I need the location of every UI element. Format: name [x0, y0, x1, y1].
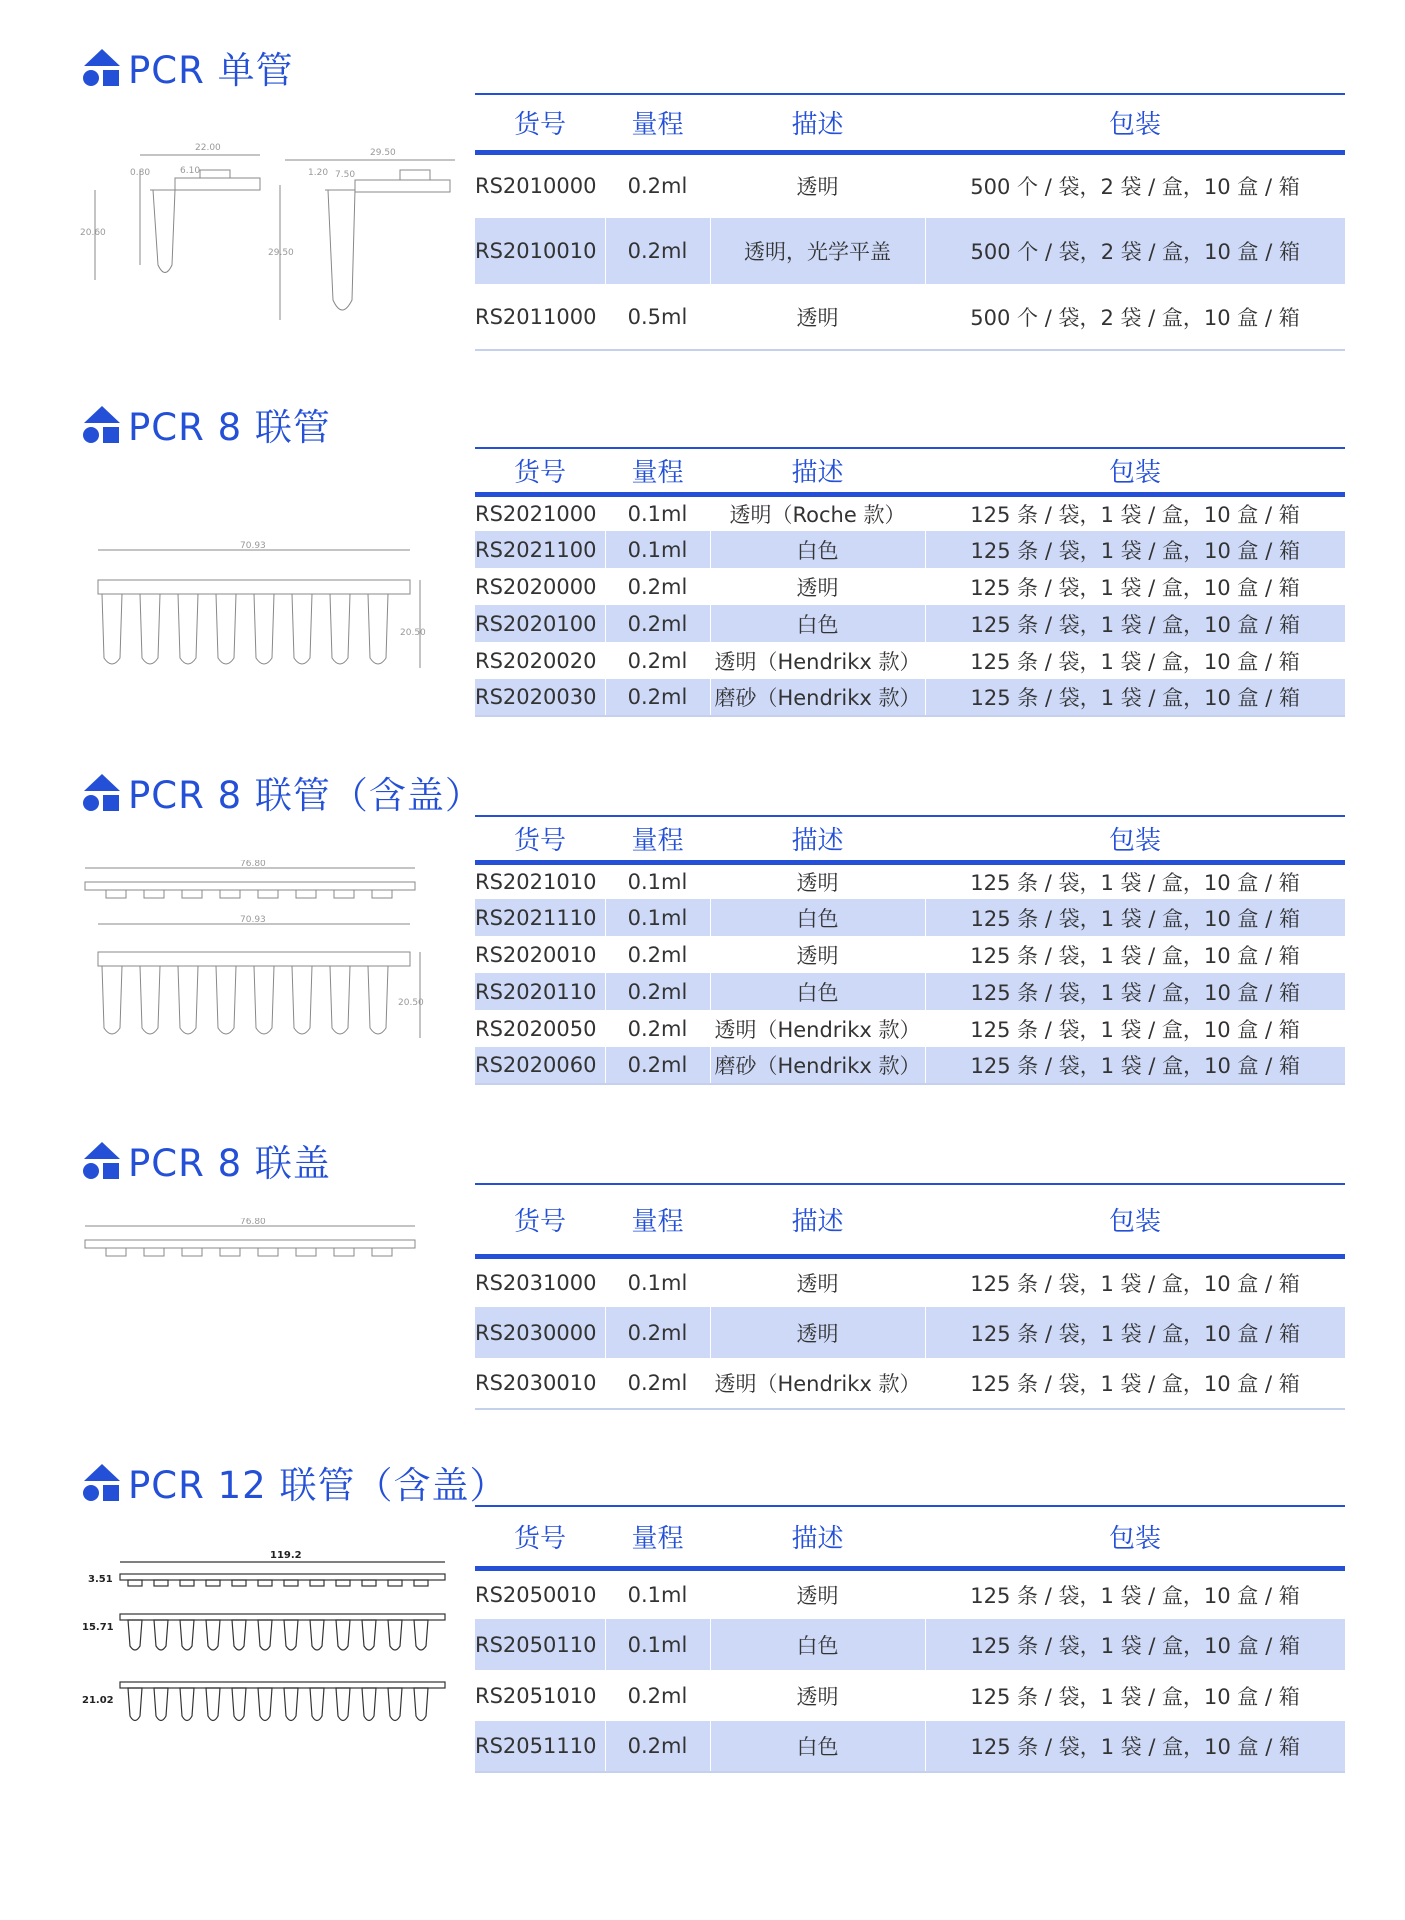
table-row [475, 1047, 1345, 1084]
table-row [475, 1721, 1345, 1772]
section-heading [82, 40, 294, 94]
cell-volume: 0.2ml [605, 1358, 710, 1409]
cell-description: 白色 [710, 1721, 925, 1772]
cell-description: 透明（Roche 款） [729, 502, 906, 527]
cell-volume: 0.2ml [605, 218, 710, 284]
table-row [475, 936, 1345, 973]
cell-item-no: RS2050010 [475, 1582, 597, 1607]
table-row [475, 1010, 1345, 1047]
cell-packaging: 125 条 / 袋，1 袋 / 盒，10 盒 / 箱 [925, 1307, 1345, 1358]
cell-volume: 0.2ml [627, 174, 688, 199]
cell-item-no: RS2030010 [475, 1358, 605, 1409]
header-packaging: 包装 [925, 1506, 1345, 1568]
header-volume: 量程 [605, 1506, 710, 1568]
cell-description: 白色 [710, 899, 925, 936]
cell-packaging: 125 条 / 袋，1 袋 / 盒，10 盒 / 箱 [970, 1271, 1300, 1296]
cell-item-no: RS2011000 [475, 284, 605, 350]
cell-volume: 0.2ml [605, 1307, 710, 1358]
header-packaging: 包装 [925, 816, 1345, 862]
cell-volume: 0.1ml [605, 531, 710, 568]
8-strip-drawing [80, 540, 430, 675]
cell-packaging: 125 条 / 袋，1 袋 / 盒，10 盒 / 箱 [970, 870, 1300, 895]
cell-item-no: RS2021100 [475, 531, 605, 568]
cell-description: 透明 [710, 1307, 925, 1358]
cell-volume: 0.2ml [627, 942, 688, 967]
cell-packaging: 125 条 / 袋，1 袋 / 盒，10 盒 / 箱 [970, 1583, 1300, 1608]
header-volume: 量程 [605, 448, 710, 494]
section-heading [82, 1455, 507, 1509]
cell-packaging: 500 个 / 袋，2 袋 / 盒，10 盒 / 箱 [925, 284, 1345, 350]
cell-volume: 0.1ml [627, 869, 688, 894]
cell-item-no: RS2051010 [475, 1683, 597, 1708]
table-row [475, 973, 1345, 1010]
cell-description: 透明（Hendrikx 款） [710, 1358, 925, 1409]
cell-volume: 0.5ml [605, 284, 710, 350]
cell-description: 透明 [710, 284, 925, 350]
cell-description: 透明 [796, 1684, 839, 1709]
drawing-label: 76.80 [240, 860, 266, 869]
drawing-label: 29.50 [370, 148, 396, 158]
cell-item-no: RS2030000 [475, 1307, 605, 1358]
cell-packaging: 125 条 / 袋，1 袋 / 盒，10 盒 / 箱 [970, 649, 1300, 674]
header-item-no: 货号 [475, 448, 605, 494]
table-row [475, 531, 1345, 568]
table-row [475, 679, 1345, 716]
drawing-label: 15.71 [82, 1622, 114, 1633]
cell-volume: 0.2ml [605, 605, 710, 642]
cell-packaging: 125 条 / 袋，1 袋 / 盒，10 盒 / 箱 [925, 679, 1345, 716]
header-item-no: 货号 [475, 1184, 605, 1256]
cell-volume: 0.2ml [627, 1683, 688, 1708]
section-title: PCR 单管 [128, 49, 294, 92]
header-volume: 量程 [605, 94, 710, 152]
cell-description: 磨砂（Hendrikx 款） [710, 679, 925, 716]
cell-item-no: RS2050110 [475, 1619, 605, 1670]
cell-volume: 0.2ml [627, 574, 688, 599]
cell-item-no: RS2020050 [475, 1016, 597, 1041]
8-caps-drawing [80, 1218, 430, 1268]
cell-description: 透明 [796, 870, 839, 895]
cell-volume: 0.2ml [605, 1721, 710, 1772]
header-packaging: 包装 [925, 1184, 1345, 1256]
cell-packaging: 125 条 / 袋，1 袋 / 盒，10 盒 / 箱 [970, 943, 1300, 968]
cell-description: 白色 [710, 605, 925, 642]
cell-item-no: RS2020010 [475, 942, 597, 967]
cell-volume: 0.2ml [605, 679, 710, 716]
cell-packaging: 125 条 / 袋，1 袋 / 盒，10 盒 / 箱 [925, 1047, 1345, 1084]
header-description: 描述 [710, 94, 925, 152]
table-row [475, 1670, 1345, 1721]
drawing-label: 22.00 [195, 143, 221, 153]
cell-packaging: 125 条 / 袋，1 袋 / 盒，10 盒 / 箱 [925, 1619, 1345, 1670]
drawing-label: 20.50 [400, 628, 426, 638]
section-heading [82, 1133, 331, 1187]
section-title: PCR 12 联管（含盖） [128, 1464, 508, 1507]
table-row [475, 1358, 1345, 1409]
cell-description: 白色 [710, 973, 925, 1010]
cell-packaging: 125 条 / 袋，1 袋 / 盒，10 盒 / 箱 [970, 1684, 1300, 1709]
spec-table [475, 1505, 1345, 1773]
header-item-no: 货号 [475, 94, 605, 152]
cell-item-no: RS2020110 [475, 973, 605, 1010]
section-title: PCR 8 联管（含盖） [128, 774, 483, 817]
header-description: 描述 [710, 1506, 925, 1568]
cell-packaging: 500 个 / 袋，2 袋 / 盒，10 盒 / 箱 [970, 175, 1300, 200]
drawing-label: 70.93 [240, 915, 266, 925]
cell-packaging: 500 个 / 袋，2 袋 / 盒，10 盒 / 箱 [925, 218, 1345, 284]
table-row [475, 899, 1345, 936]
section-heading [82, 765, 483, 819]
table-row [475, 642, 1345, 679]
table-row [475, 605, 1345, 642]
cell-item-no: RS2021010 [475, 869, 597, 894]
cell-volume: 0.2ml [605, 973, 710, 1010]
drawing-label: 21.02 [82, 1695, 114, 1706]
cell-packaging: 125 条 / 袋，1 袋 / 盒，10 盒 / 箱 [925, 605, 1345, 642]
header-packaging: 包装 [925, 448, 1345, 494]
section-title: PCR 8 联盖 [128, 1142, 331, 1185]
table-row [475, 862, 1345, 899]
cell-item-no: RS2021000 [475, 501, 597, 526]
cell-volume: 0.1ml [605, 899, 710, 936]
cell-item-no: RS2021110 [475, 899, 605, 936]
header-description: 描述 [710, 448, 925, 494]
triangle-circle-square-logo-icon [82, 772, 122, 812]
drawing-label: 6.10 [180, 166, 201, 176]
cell-volume: 0.2ml [605, 1047, 710, 1084]
cell-item-no: RS2010010 [475, 218, 605, 284]
table-row [475, 568, 1345, 605]
drawing-label: 1.20 [308, 168, 329, 178]
drawing-label: 119.2 [270, 1550, 302, 1561]
drawing-label: 20.50 [398, 998, 424, 1008]
cell-description: 透明（Hendrikx 款） [714, 649, 921, 674]
table-row [475, 152, 1345, 218]
cell-packaging: 125 条 / 袋，1 袋 / 盒，10 盒 / 箱 [925, 1358, 1345, 1409]
cell-item-no: RS2020030 [475, 679, 605, 716]
cell-volume: 0.1ml [627, 1270, 688, 1295]
cell-item-no: RS2020020 [475, 648, 597, 673]
cell-volume: 0.1ml [605, 1619, 710, 1670]
cell-description: 磨砂（Hendrikx 款） [710, 1047, 925, 1084]
8-strip-with-caps-drawing [80, 860, 430, 1045]
cell-item-no: RS2051110 [475, 1721, 605, 1772]
section-heading [82, 397, 331, 451]
spec-table [475, 815, 1345, 1085]
cell-description: 透明（Hendrikx 款） [714, 1017, 921, 1042]
spec-table [475, 447, 1345, 717]
section-title: PCR 8 联管 [128, 406, 331, 449]
header-description: 描述 [710, 1184, 925, 1256]
cell-description: 白色 [710, 531, 925, 568]
drawing-label: 3.51 [88, 1574, 113, 1585]
cell-packaging: 125 条 / 袋，1 袋 / 盒，10 盒 / 箱 [925, 531, 1345, 568]
cell-description: 透明，光学平盖 [710, 218, 925, 284]
header-volume: 量程 [605, 1184, 710, 1256]
cell-packaging: 125 条 / 袋，1 袋 / 盒，10 盒 / 箱 [970, 1017, 1300, 1042]
single-tube-drawing [80, 125, 460, 325]
cell-item-no: RS2020000 [475, 574, 597, 599]
cell-volume: 0.2ml [627, 1016, 688, 1041]
cell-description: 透明 [796, 1271, 839, 1296]
drawing-label: 20.60 [80, 228, 106, 238]
header-description: 描述 [710, 816, 925, 862]
cell-volume: 0.1ml [627, 1582, 688, 1607]
cell-item-no: RS2031000 [475, 1270, 597, 1295]
cell-packaging: 125 条 / 袋，1 袋 / 盒，10 盒 / 箱 [970, 502, 1300, 527]
table-row [475, 218, 1345, 284]
cell-volume: 0.1ml [627, 501, 688, 526]
spec-table [475, 93, 1345, 351]
cell-description: 透明 [796, 1583, 839, 1608]
triangle-circle-square-logo-icon [82, 404, 122, 444]
cell-volume: 0.2ml [627, 648, 688, 673]
cell-description: 透明 [796, 175, 839, 200]
cell-description: 透明 [796, 943, 839, 968]
12-strip-drawing [80, 1548, 460, 1728]
drawing-label: 0.80 [130, 168, 151, 178]
spec-table [475, 1183, 1345, 1410]
drawing-label: 29.50 [268, 248, 294, 258]
cell-packaging: 125 条 / 袋，1 袋 / 盒，10 盒 / 箱 [970, 575, 1300, 600]
header-volume: 量程 [605, 816, 710, 862]
table-row [475, 284, 1345, 350]
cell-packaging: 125 条 / 袋，1 袋 / 盒，10 盒 / 箱 [925, 973, 1345, 1010]
cell-packaging: 125 条 / 袋，1 袋 / 盒，10 盒 / 箱 [925, 899, 1345, 936]
table-row [475, 494, 1345, 531]
table-row [475, 1619, 1345, 1670]
header-packaging: 包装 [925, 94, 1345, 152]
cell-description: 白色 [710, 1619, 925, 1670]
header-item-no: 货号 [475, 1506, 605, 1568]
table-row [475, 1307, 1345, 1358]
table-row [475, 1256, 1345, 1307]
drawing-label: 70.93 [240, 541, 266, 551]
triangle-circle-square-logo-icon [82, 1462, 122, 1502]
triangle-circle-square-logo-icon [82, 47, 122, 87]
cell-packaging: 125 条 / 袋，1 袋 / 盒，10 盒 / 箱 [925, 1721, 1345, 1772]
drawing-label: 7.50 [335, 170, 356, 180]
triangle-circle-square-logo-icon [82, 1140, 122, 1180]
table-row [475, 1568, 1345, 1619]
cell-item-no: RS2020100 [475, 605, 605, 642]
cell-description: 透明 [796, 575, 839, 600]
drawing-label: 76.80 [240, 1218, 266, 1227]
header-item-no: 货号 [475, 816, 605, 862]
cell-item-no: RS2020060 [475, 1047, 605, 1084]
cell-item-no: RS2010000 [475, 174, 597, 199]
